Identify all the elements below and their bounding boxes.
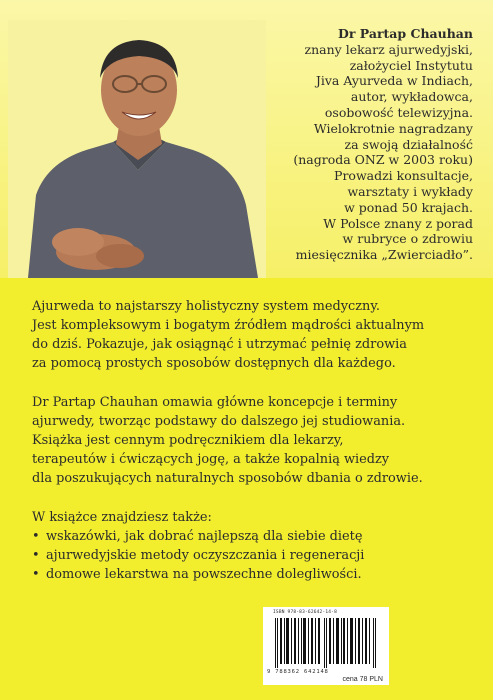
text-line: Dr Partap Chauhan omawia główne koncepcje i terminy [32, 395, 398, 410]
feature-item: • wskazówki, jak dobrać najlepszą dla siebie dietę [32, 527, 472, 546]
bio-line: w ponad 50 krajach. [344, 199, 473, 215]
bio-line: miesięcznika „Zwierciadło”. [295, 247, 473, 263]
barcode-digits: 9 788362 642148 [267, 669, 329, 675]
bio-line: warsztaty i wykłady [347, 183, 473, 199]
bio-line: Prowadzi konsultacje, [334, 168, 473, 184]
feature-item: • ajurwedyjskie metody oczyszczania i regeneracji [32, 546, 472, 565]
author-name: Dr Partap Chauhan [338, 26, 473, 41]
text-line: dla poszukujących naturalnych sposobów dbania o zdrowie. [32, 471, 423, 486]
bio-line: autor, wykładowca, [350, 89, 473, 105]
book-description [32, 297, 472, 584]
bio-line: osobowość telewizyjna. [324, 104, 473, 120]
text-line: terapeutów i ćwiczących jogę, a także kopalnią wiedzy [32, 452, 390, 467]
features-block [32, 508, 472, 584]
text-line: ajurwedy, tworząc podstawy do dalszego jej studiowania. [32, 414, 406, 429]
bio-line: Jiva Ayurveda w Indiach, [315, 73, 473, 89]
features-intro: W książce znajdziesz także: [32, 510, 212, 525]
description-paragraph [32, 297, 472, 373]
features-list [32, 527, 472, 584]
feature-item: • domowe lekarstwa na powszechne dolegliwości. [32, 565, 472, 584]
text-line: za pomocą prostych sposobów dostępnych dla każdego. [32, 356, 396, 371]
isbn-number: ISBN 978-83-62642-14-8 [273, 610, 338, 615]
barcode-label [263, 607, 389, 685]
bio-line: za swoją działalność [344, 136, 473, 152]
text-line: Jest kompleksowym i bogatym źródłem mądrości aktualnym [32, 318, 425, 333]
bio-line: Wielokrotnie nagradzany [313, 120, 473, 136]
text-line: do dziś. Pokazuje, jak osiągnąć i utrzymać pełnię zdrowia [32, 337, 407, 352]
text-line: Ajurweda to najstarszy holistyczny system medyczny. [32, 299, 381, 314]
bio-line: znany lekarz ajurwedyjski, [304, 41, 473, 57]
bio-line: w rubryce o zdrowiu [342, 231, 473, 247]
bio-line: W Polsce znany z porad [323, 215, 473, 231]
text-line: Książka jest cennym podręcznikiem dla lekarzy, [32, 433, 344, 448]
bio-line: założyciel Instytutu [349, 57, 473, 73]
author-photo [8, 20, 266, 278]
bio-line: (nagroda ONZ w 2003 roku) [293, 152, 473, 168]
description-paragraph [32, 393, 472, 488]
author-bio [268, 26, 473, 263]
price-label: cena 78 PLN [342, 676, 383, 683]
barcode-icon [273, 618, 379, 668]
